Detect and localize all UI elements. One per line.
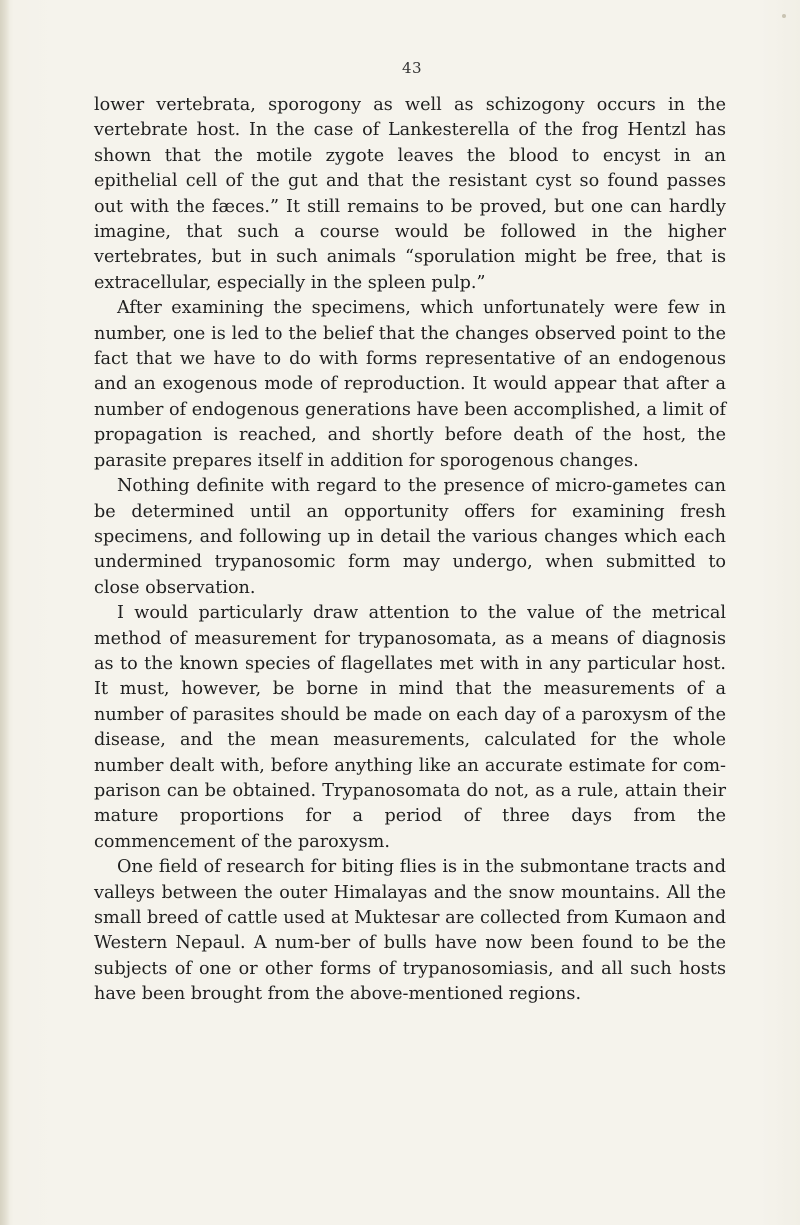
- paragraph-3: Nothing definite with regard to the presence of micro-gametes can be determined until an opportunity offers for examining fresh specimens, and following up in detail the various changes which each undermined trypanosomic form may undergo, when submitted to close observation.: [94, 476, 726, 598]
- paragraph-2: After examining the specimens, which unfortunately were few in number, one is led to the belief that the changes observed point to the fact that we have to do with forms representative of an endogenous and an exogenous mode of reproduction. It would appear that after a number of endogenous generations have been accomplished, a limit of propagation is reached, and shortly before death of the host, the parasite prepares itself in addition for sporogenous changes.: [94, 298, 726, 471]
- paragraph-4: I would particularly draw attention to the value of the metrical method of measurement for trypanosomata, as a means of diagnosis as to the known species of flagellates met with in any particular host. It must, however, be borne in mind that the measurements of a number of parasites should be made on each day of a paroxysm of the disease, and the mean measurements, calculated for the whole number dealt with, before anything like an accurate estimate for com-parison can be obtained. Trypanosomata do not, as a rule, attain their mature proportions for a period of three days from the commencement of the paroxysm.: [94, 603, 726, 852]
- paper-speck: [782, 14, 786, 18]
- paragraph-5: One field of research for biting flies is in the submontane tracts and valleys between the outer Himalayas and the snow mountains. All the small breed of cattle used at Muktesar are collected from Kumaon and Western Nepaul. A num-ber of bulls have now been found to be the subjects of one or other forms of trypanosomiasis, and all such hosts have been brought from the above-mentioned regions.: [94, 857, 726, 1005]
- body-text: [94, 93, 726, 1008]
- page-number: 43: [401, 59, 423, 77]
- paragraph-1: lower vertebrata, sporogony as well as schizogony occurs in the vertebrate host. In the case of Lankesterella of the frog Hentzl has shown that the motile zygote leaves the blood to encyst in an epithelial cell of the gut and that the resistant cyst so found passes out with the fæces.” It still remains to be proved, but one can hardly imagine, that such a course would be followed in the higher vertebrates, but in such animals “sporulation might be free, that is extracellular, especially in the spleen pulp.”: [94, 95, 726, 293]
- gutter-shadow: [0, 0, 10, 1225]
